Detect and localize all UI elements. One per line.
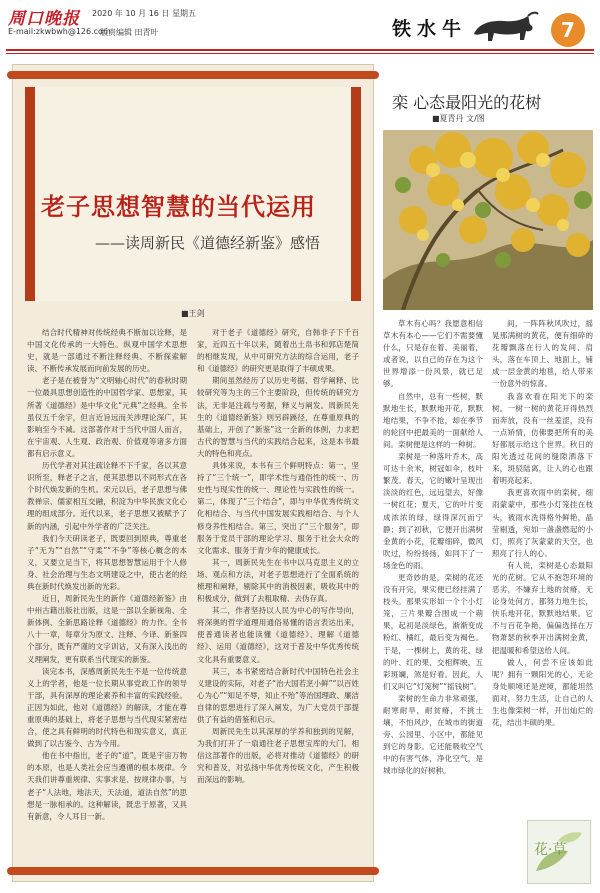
article-title: 老子思想智慧的当代运用 bbox=[41, 192, 316, 221]
paragraph: 对于老子《道德经》研究，自韩非子下千百家，近四五十年以来，随着出土帛书和郭店楚简的相继发现，从中可研究方法的综合运用，老子和《道德经》的研究更是取得了丰硕成果。 bbox=[197, 328, 359, 374]
paragraph: 具体来说，本书有三个鲜明特点：第一，坚持了“三个统一”，即学术性与通俗性的统一、历史性与现实性的统一、理论性与实践性的统一。第二，体现了“三个结合”，即与中华优秀传统文化相结合、与当代中国发展实践相结合、与个人修身养性相结合。第三，突出了“三个服务”，即服务于党员干部的理论学习、服务于社会大众的文化需求、服务于青少年的健康成长。 bbox=[197, 461, 359, 555]
title-banner bbox=[25, 87, 361, 301]
paragraph: 期间虽然经历了以历史考据、哲学阐释、比较研究等为主的三个主要阶段，但传统的研究方法，无非是注疏与考据，释义与阐发。周新民先生的《道德经新鉴》则另辟蹊径，在尊重原典的基础上，开创了“新鉴”这一全新的体例，力求把古代的智慧与当代的实践结合起来，这是本书最大的特色和亮点。 bbox=[197, 376, 359, 458]
masthead bbox=[0, 0, 600, 60]
paragraph: 做人，何尝不应该如此呢？拥有一颗阳光的心，无论身处顺境还是逆境，都能坦然面对，努力生活，让自己的人生也像栾树一样，开出灿烂的花，结出丰硕的果。 bbox=[492, 657, 593, 728]
column-badge bbox=[527, 820, 591, 884]
paragraph: 结合时代精神对传统经典不断加以诠释，是中国文化传承的一大特色。纵观中国学术思想史，就是一部通过不断注释经典、不断探索解读、不断传承发展而向前发展的历史。 bbox=[27, 328, 187, 374]
paragraph: 他在书中指出，老子的“道”，既是宇宙万物的本原，也是人类社会应当遵循的根本规律。今天我们讲尊重规律、实事求是、按规律办事，与老子“人法地，地法天，天法道，道法自然”的思想是一脉相承的。这种解读，既忠于原著，又具有新意，令人耳目一新。 bbox=[27, 751, 187, 821]
paragraph: 老子是在被誉为“文明轴心时代”的春秋时期一位最具思想创造性的中国哲学家、思想家，其所著《道德经》是中华文化“元典”之经典。全书虽仅五千余字，但言近旨远而关涉理论深广，其影响至今不减。这部著作对于当代中国人而言，在宇宙观、人生观、政治观、价值观等诸多方面都有启示意义。 bbox=[27, 376, 187, 458]
left-article-scroll bbox=[12, 64, 374, 882]
paragraph: 栾树的生命力非常顽强，耐寒耐旱，耐贫瘠，不挑土壤，不怕风沙，在城市的街道旁、公园里、小区中，都能见到它的身影。它还能吸收空气中的有害气体，净化空气，是城市绿化的好树种。 bbox=[383, 693, 483, 776]
badge-label: 花·草 bbox=[534, 842, 567, 858]
page-editor: 版责编辑 田青叶 bbox=[100, 28, 159, 37]
contact-email: E-mail:zkwbwh@126.com bbox=[8, 27, 111, 36]
newspaper-logo: 周口晚报 bbox=[8, 9, 80, 29]
header-divider-thin bbox=[6, 53, 594, 54]
paragraph: 其三，本书紧密结合新时代中国特色社会主义建设的实际，对老子“治大国若烹小鲜”“以百姓心为心”“知足不辱，知止不殆”等治国理政、廉洁自律的思想进行了深入阐发，为广大党员干部提供了有益的借鉴和启示。 bbox=[197, 666, 359, 724]
paragraph: 间，一阵阵秋风吹过，摇晃那满树的黄花，便有细碎的花瓣飘落在行人的发间、肩头，落在车顶上、地面上，铺成一层金黄的地毯，给人带来一份意外的惊喜。 bbox=[492, 319, 593, 389]
right-column-1 bbox=[383, 318, 483, 878]
issue-date: 2020 年 10 月 16 日 星期五 bbox=[92, 9, 196, 18]
article-column-1 bbox=[27, 327, 187, 851]
right-column-2 bbox=[492, 318, 593, 812]
paragraph: 更奇妙的是，栾树的花还没有开完，果实便已经挂满了枝头。那果实形如一个个小灯笼，三片果瓣合围成一个蒴果，起初是淡绿色，渐渐变成粉红、橘红，最后变为褐色。于是，一棵树上，黄的花、绿的叶、红的果，交相辉映，五彩斑斓，煞是好看。因此，人们又叫它“灯笼树”“摇钱树”。 bbox=[383, 572, 483, 691]
scroll-rod-top bbox=[7, 71, 379, 79]
article-subtitle: ——读周新民《道德经新鉴》感悟 bbox=[95, 234, 321, 252]
scroll-cap-right bbox=[351, 87, 361, 301]
paragraph: 草木有心吗？我愿意相信草木有本心——它们不需要懂什么，只是存在着、美丽着，或者说，以自己的存在为这个世界增添一份风景，就已足够。 bbox=[383, 319, 483, 389]
article-author: ■王剑 bbox=[181, 309, 205, 318]
paragraph: 近日，周新民先生的新作《道德经新鉴》由中州古籍出版社出版，这是一部以全新视角、全新体例、全新思路诠释《道德经》的力作。全书八十一章，每章分为原文、注释、今译、新鉴四个部分，既有严谨的文字训诂，又有深入浅出的义理阐发，更有联系当代现实的新鉴。 bbox=[27, 594, 187, 664]
paragraph: 我喜欢看在阳光下的栾树。一树一树的黄花开得热烈而奔放，没有一丝羞涩，没有一点矫情，仿佛要把所有的美好都展示给这个世界。秋日的阳光透过花间的缝隙洒落下来，斑驳陆离，让人的心也跟着明亮起来。 bbox=[492, 391, 593, 486]
page-number-badge: 7 bbox=[551, 13, 585, 47]
koelreuteria-flower-photo bbox=[383, 130, 593, 310]
paragraph: 周新民先生以其深厚的学养和独到的见解，为我们打开了一扇通往老子思想宝库的大门。相信这部著作的出版，必将对推动《道德经》的研究和普及，对弘扬中华优秀传统文化，产生积极而深远的影响。 bbox=[197, 727, 359, 785]
paragraph: 栾树是一种落叶乔木，高可达十余米，树冠如伞，枝叶繁茂。春天，它的嫩叶呈现出淡淡的红色，远远望去，好像一树红花；夏天，它的叶片变成浓浓的绿，绿得深沉而宁静；到了初秋，它便开出满树金黄的小花，花瓣细碎，微风吹过，纷纷扬扬，如同下了一场金色的雨。 bbox=[383, 452, 483, 570]
paragraph: 历代学者对其注疏诠释不下千家，各以其意识所至，释老子之言，使其思想以不同形式在各个时代焕发新的生机。宋元以后，老子思想与佛教禅宗、儒家相互交融，积淀为中华民族文化心理的组成部分。近代以来，老子思想又被赋予了新的内涵，引起中外学者的广泛关注。 bbox=[27, 461, 187, 531]
paragraph: 我更喜欢雨中的栾树。细雨蒙蒙中，那些小灯笼挂在枝头，被雨水洗得格外鲜艳，晶莹剔透，宛如一盏盏燃起的小灯，照亮了灰蒙蒙的天空，也照亮了行人的心。 bbox=[492, 488, 593, 558]
right-article-title: 栾 心态最阳光的花树 bbox=[392, 93, 542, 112]
paragraph: 自然中，总有一些树，默默地生长，默默地开花，默默地结果，不争不抢，却在季节的轮回中把最美的一面献给人间。栾树便是这样的一种树。 bbox=[383, 391, 483, 449]
iron-ox-icon bbox=[470, 8, 540, 46]
paragraph: 读完本书，深感周新民先生不是一位传统意义上的学者，他是一位长期从事党政工作的领导干部，具有深厚的理论素养和丰富的实践经验。正因为如此，他对《道德经》的解读，才能在尊重原典的基础上，将老子思想与当代现实紧密结合，使之具有鲜明的时代特色和现实意义，真正做到了以古鉴今、古为今用。 bbox=[27, 666, 187, 749]
scroll-cap-left bbox=[25, 87, 35, 301]
scroll-rod-bottom bbox=[7, 867, 379, 875]
paragraph: 我们今天研读老子，既要回到原典，尊重老子“无为”“自然”“守柔”“不争”等核心概念的本义，又要立足当下，将其思想智慧运用于个人修身、社会治理与生态文明建设之中，使古老的经典在新时代焕发出新的光彩。 bbox=[27, 533, 187, 591]
article-column-2 bbox=[197, 327, 359, 851]
right-article-author: ■夏青丹 文/图 bbox=[432, 114, 485, 123]
header-divider bbox=[6, 49, 594, 51]
paragraph: 有人说，栾树是心态最阳光的花树。它从不抱怨环境的恶劣，不嫌弃土地的贫瘠，无论身处何方，都努力地生长，快乐地开花，默默地结果。它不与百花争艳，偏偏选择在万物萧瑟的秋季开出满树金黄，把温暖和希望送给人间。 bbox=[492, 560, 593, 655]
flower-tree-illustration bbox=[383, 130, 593, 310]
paragraph: 其二，作者坚持以人民为中心的写作导向，将深奥的哲学道理用通俗易懂的语言表达出来，使普通读者也能读懂《道德经》、理解《道德经》、运用《道德经》，这对于普及中华优秀传统文化具有重要意义。 bbox=[197, 606, 359, 664]
section-title: 铁水牛 bbox=[392, 18, 468, 40]
paragraph: 其一，周新民先生在书中以马克思主义的立场、观点和方法，对老子思想进行了全面系统的梳理和阐释，剔除其中的消极因素，吸收其中的积极成分，做到了去粗取精、去伪存真。 bbox=[197, 557, 359, 604]
